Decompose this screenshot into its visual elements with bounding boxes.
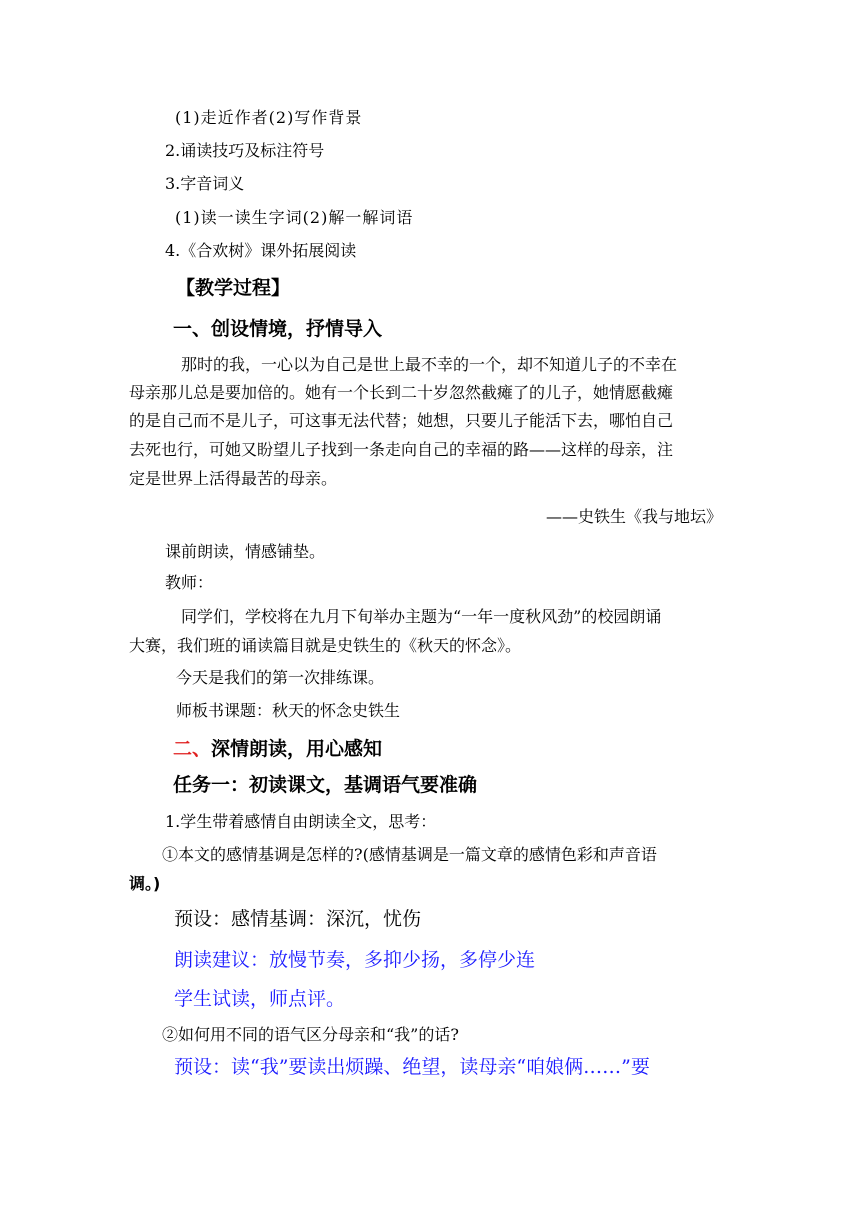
intro-line-1: 同学们，学校将在九月下旬举办主题为“一年一度秋风劲”的校园朗诵 xyxy=(181,607,662,626)
quote-line-2: 母亲那儿总是要加倍的。她有一个长到二十岁忽然截瘫了的儿子，她情愿截瘫 xyxy=(129,383,674,402)
process-heading: 【教学过程】 xyxy=(176,277,291,299)
question-1a-line-2: 调。) xyxy=(129,874,161,893)
prep-item-5: 4.《合欢树》课外拓展阅读 xyxy=(165,241,357,260)
quote-line-5: 定是世界上活得最苦的母亲。 xyxy=(129,469,338,488)
quote-attribution: ——史铁生《我与地坛》 xyxy=(545,507,722,526)
question-1: 1.学生带着感情自由朗读全文，思考： xyxy=(165,812,437,831)
section2-heading-prefix: 二、 xyxy=(173,738,212,760)
section2-heading-text: 深情朗读，用心感知 xyxy=(211,738,383,760)
section1-heading: 一、创设情境，抒情导入 xyxy=(173,318,383,340)
warmup-note: 课前朗读，情感铺垫。 xyxy=(165,542,326,561)
teacher-label: 教师： xyxy=(165,573,214,592)
preset-2: 预设：读“我”要读出烦躁、绝望，读母亲“咱娘俩……”要 xyxy=(174,1056,650,1078)
prep-item-2: 2.诵读技巧及标注符号 xyxy=(165,141,325,160)
prep-item-4: (1)读一读生字词(2)解一解词语 xyxy=(175,208,414,227)
quote-line-3: 的是自己而不是儿子，可这事无法代替；她想，只要儿子能活下去，哪怕自己 xyxy=(129,411,674,430)
section2-heading xyxy=(173,738,382,761)
quote-line-4: 去死也行，可她又盼望儿子找到一条走向自己的幸福的路——这样的母亲，注 xyxy=(129,440,674,459)
quote-line-1: 那时的我，一心以为自己是世上最不幸的一个，却不知道儿子的不幸在 xyxy=(181,355,678,374)
student-trial: 学生试读，师点评。 xyxy=(174,988,346,1010)
question-1a-line-1: ①本文的感情基调是怎样的?(感情基调是一篇文章的感情色彩和声音语 xyxy=(162,845,657,864)
task1-heading: 任务一：初读课文，基调语气要准确 xyxy=(173,774,478,796)
intro-line-2: 大赛，我们班的诵读篇目就是史铁生的《秋天的怀念》。 xyxy=(129,636,522,655)
preset-1: 预设：感情基调：深沉，忧伤 xyxy=(174,908,422,930)
board-title-note: 师板书课题：秋天的怀念史铁生 xyxy=(176,701,401,720)
prep-item-1: (1)走近作者(2)写作背景 xyxy=(175,108,363,127)
today-note: 今天是我们的第一次排练课。 xyxy=(176,668,385,687)
prep-item-3: 3.字音词义 xyxy=(165,174,245,193)
question-2: ②如何用不同的语气区分母亲和“我”的话? xyxy=(162,1025,459,1044)
reading-suggestion: 朗读建议：放慢节奏，多抑少扬，多停少连 xyxy=(174,949,536,971)
